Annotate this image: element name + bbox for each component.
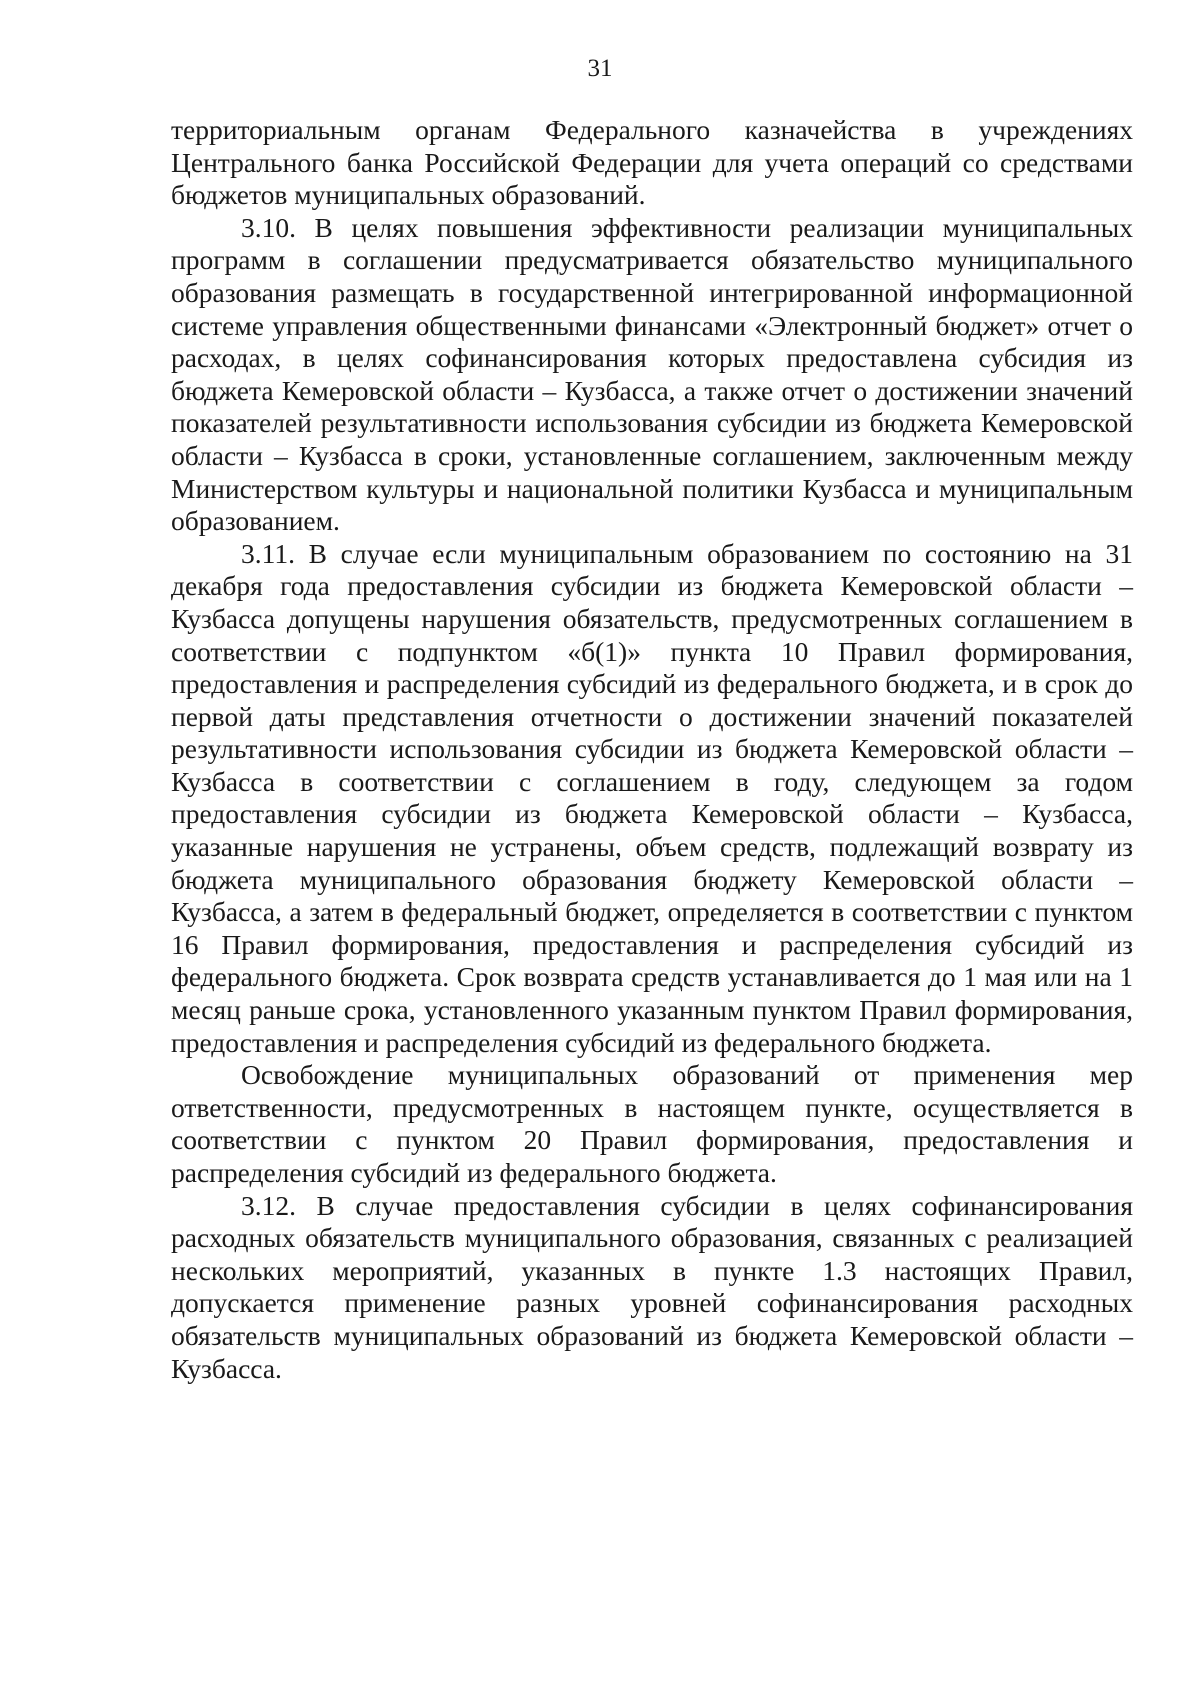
page-number: 31 <box>587 55 613 82</box>
paragraph-continuation: территориальным органам Федерального казначейства в учреждениях Центрального банка Российской Федерации для учета операций со средствами бюджетов муниципальных образований. <box>171 114 1133 211</box>
paragraph-3-11: 3.11. В случае если муниципальным образованием по состоянию на 31 декабря года предоставления субсидии из бюджета Кемеровской области – Кузбасса допущены нарушения обязательств, предусмотренных соглашением в соответствии с подпунктом «б(1)» пункта 10 Правил формирования, предоставления и распределения субсидий из федерального бюджета, и в срок до первой даты представления отчетности о достижении значений показателей результативности использования субсидии из бюджета Кемеровской области – Кузбасса в соответствии с соглашением в году, следующем за годом предоставления субсидии из бюджета Кемеровской области – Кузбасса, указанные нарушения не устранены, объем средств, подлежащий возврату из бюджета муниципального образования бюджету Кемеровской области – Кузбасса, а затем в федеральный бюджет, определяется в соответствии с пунктом 16 Правил формирования, предоставления и распределения субсидий из федерального бюджета. Срок возврата средств устанавливается до 1 мая или на 1 месяц раньше срока, установленного указанным пунктом Правил формирования, предоставления и распределения субсидий из федерального бюджета. <box>171 537 1133 1058</box>
paragraph-3-10: 3.10. В целях повышения эффективности реализации муниципальных программ в соглашении предусматривается обязательство муниципального образования размещать в государственной интегрированной информационной системе управления общественными финансами «Электронный бюджет» отчет о расходах, в целях софинансирования которых предоставлена субсидия из бюджета Кемеровской области – Кузбасса, а также отчет о достижении значений показателей результативности использования субсидии из бюджета Кемеровской области – Кузбасса в сроки, установленные соглашением, заключенным между Министерством культуры и национальной политики Кузбасса и муниципальным образованием. <box>171 211 1133 537</box>
paragraph-exemption: Освобождение муниципальных образований от применения мер ответственности, предусмотренных в настоящем пункте, осуществляется в соответствии с пунктом 20 Правил формирования, предоставления и распределения субсидий из федерального бюджета. <box>171 1059 1133 1188</box>
document-body <box>171 114 1133 1385</box>
paragraph-3-12: 3.12. В случае предоставления субсидии в целях софинансирования расходных обязательств муниципального образования, связанных с реализацией нескольких мероприятий, указанных в пункте 1.3 настоящих Правил, допускается применение разных уровней софинансирования расходных обязательств муниципальных образований из бюджета Кемеровской области – Кузбасса. <box>171 1189 1133 1384</box>
